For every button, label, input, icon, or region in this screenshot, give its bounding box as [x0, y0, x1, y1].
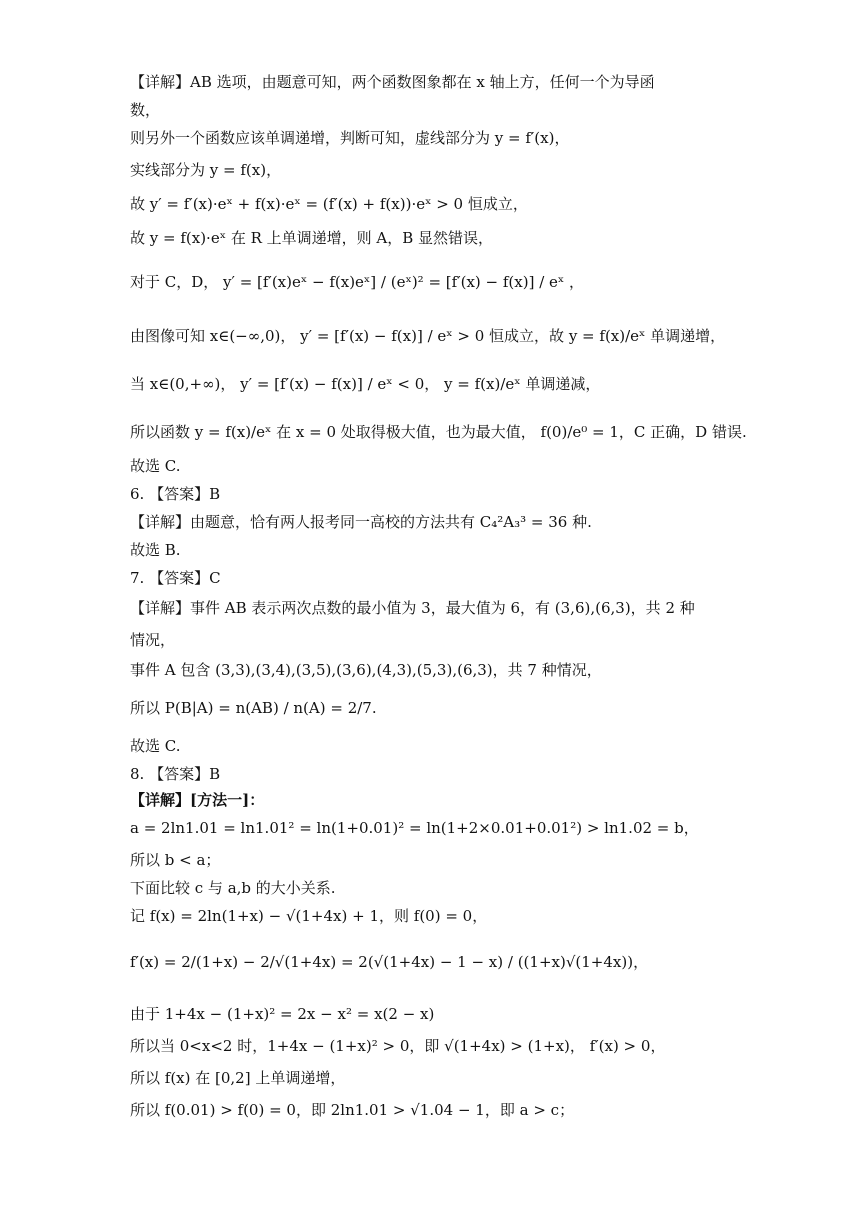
text-line: 情况， [130, 631, 176, 649]
answer-heading: 8. 【答案】B [130, 765, 221, 783]
text-line: 记 f(x) = 2ln(1+x) − √(1+4x) + 1，则 f(0) = 0， [130, 907, 488, 925]
text-line: 所以 f(0.01) > f(0) = 0，即 2ln1.01 > √1.04 − 1，即 a > c； [130, 1101, 575, 1119]
text-line: 所以 P(B|A) = n(AB) / n(A) = 2/7. [130, 699, 377, 717]
text-line: 由图像可知 x∈(−∞,0)， y′ = [f′(x) − f(x)] / eˣ > 0 恒成立，故 y = f(x)/eˣ 单调递增， [130, 327, 726, 345]
text-line: 所以当 0<x<2 时，1+4x − (1+x)² > 0，即 √(1+4x) > (1+x)， f′(x) > 0， [130, 1037, 666, 1055]
text-line: 数， [130, 101, 161, 119]
text-line: 故选 C. [130, 737, 181, 755]
text-line: 故选 B. [130, 541, 181, 559]
method-heading: 【详解】[方法一]： [130, 791, 265, 809]
text-line: a = 2ln1.01 = ln1.01² = ln(1+0.01)² = ln(1+2×0.01+0.01²) > ln1.02 = b， [130, 819, 699, 837]
text-line: 【详解】AB 选项，由题意可知，两个函数图象都在 x 轴上方，任何一个为导函 [130, 73, 655, 91]
text-line: 则另外一个函数应该单调递增，判断可知，虚线部分为 y = f′(x)， [130, 129, 570, 147]
text-line: 实线部分为 y = f(x)， [130, 161, 282, 179]
text-line: 【详解】由题意，恰有两人报考同一高校的方法共有 C₄²A₃³ = 36 种. [130, 513, 592, 531]
text-line: 故选 C. [130, 457, 181, 475]
text-line: 下面比较 c 与 a,b 的大小关系. [130, 879, 336, 897]
text-line: 所以函数 y = f(x)/eˣ 在 x = 0 处取得极大值，也为最大值， f(0)/e⁰ = 1，C 正确，D 错误. [130, 423, 747, 441]
text-line: 所以 b < a； [130, 851, 221, 869]
answer-heading: 6. 【答案】B [130, 485, 221, 503]
text-line: 对于 C，D， y′ = [f′(x)eˣ − f(x)eˣ] / (eˣ)² = [f′(x) − f(x)] / eˣ ， [130, 273, 585, 291]
text-line: 事件 A 包含 (3,3),(3,4),(3,5),(3,6),(4,3),(5,3),(6,3)，共 7 种情况， [130, 661, 602, 679]
answer-heading: 7. 【答案】C [130, 569, 221, 587]
text-line: f′(x) = 2/(1+x) − 2/√(1+4x) = 2(√(1+4x) − 1 − x) / ((1+x)√(1+4x))， [130, 953, 649, 971]
text-line: 所以 f(x) 在 [0,2] 上单调递增， [130, 1069, 346, 1087]
text-line: 【详解】事件 AB 表示两次点数的最小值为 3，最大值为 6，有 (3,6),(6,3)，共 2 种 [130, 599, 695, 617]
text-line: 由于 1+4x − (1+x)² = 2x − x² = x(2 − x) [130, 1005, 435, 1023]
text-line: 故 y = f(x)·eˣ 在 R 上单调递增，则 A，B 显然错误， [130, 229, 494, 247]
text-line: 当 x∈(0,+∞)， y′ = [f′(x) − f(x)] / eˣ < 0， y = f(x)/eˣ 单调递减， [130, 375, 601, 393]
text-line: 故 y′ = f′(x)·eˣ + f(x)·eˣ = (f′(x) + f(x))·eˣ > 0 恒成立， [130, 195, 528, 213]
